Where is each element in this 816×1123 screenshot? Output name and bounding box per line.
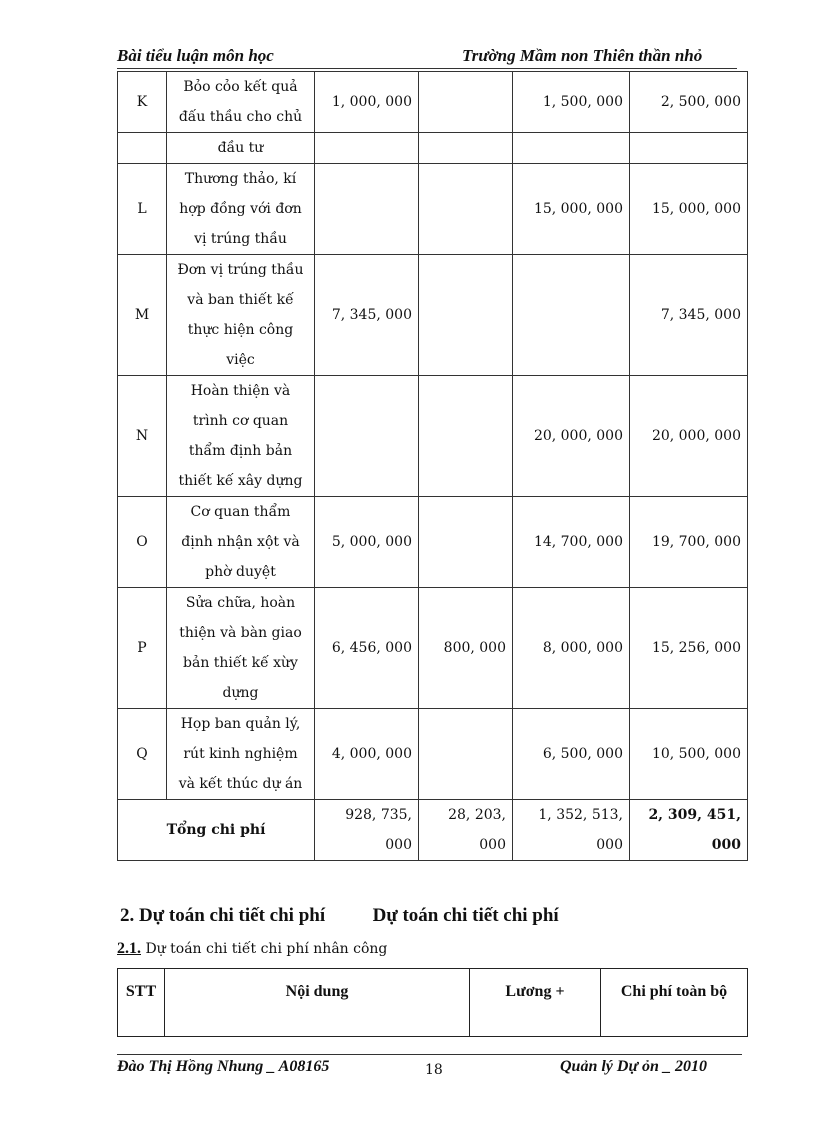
description-line: thiện và bàn giao (179, 625, 302, 641)
row-stt: O (118, 497, 167, 588)
footer-rule (117, 1054, 742, 1055)
table-row (118, 376, 748, 497)
row-value-c4: 19, 700, 000 (630, 497, 748, 588)
row-value-c3: 1, 500, 000 (513, 72, 630, 133)
row-value-c4: 15, 000, 000 (630, 164, 748, 255)
row-value-c1: 4, 000, 000 (315, 709, 419, 800)
footer-course: Quản lý Dự ỏn _ 2010 (560, 1058, 707, 1075)
header-right-title: Trường Mầm non Thiên thần nhỏ (462, 46, 703, 65)
row-stt: Q (118, 709, 167, 800)
description-line: rút kinh nghiệm (183, 746, 298, 762)
description-line: thẩm định bản (188, 443, 293, 459)
description-line: Đơn vị trúng thầu (177, 262, 304, 278)
description-line: đấu thầu cho chủ (178, 109, 303, 125)
row-description (167, 72, 315, 133)
header-total-cost: Chi phí toàn bộ (601, 969, 748, 1037)
table-row (118, 497, 748, 588)
description-line: và kết thúc dự án (178, 776, 303, 792)
row-value-c2: 800, 000 (419, 588, 513, 709)
total-label: Tổng chi phí (118, 800, 315, 861)
section-title (120, 905, 559, 927)
header-content: Nội dung (165, 969, 470, 1037)
description-line: Hoàn thiện và (190, 383, 291, 399)
description-line: và ban thiết kế (187, 292, 294, 308)
table-row (118, 72, 748, 133)
total-value-line: 000 (479, 837, 506, 853)
total-value-line: 000 (385, 837, 412, 853)
header-rule (117, 68, 737, 69)
total-row (118, 800, 748, 861)
table-row (118, 164, 748, 255)
description-line: định nhận xột và (181, 534, 300, 550)
total-value-c1 (315, 800, 419, 861)
row-description (167, 709, 315, 800)
row-value-c3 (513, 255, 630, 376)
total-value-line: 1, 352, 513, (538, 807, 623, 823)
row-value-c4: 7, 345, 000 (630, 255, 748, 376)
table-row (118, 709, 748, 800)
row-description (167, 376, 315, 497)
row-value-c3: 15, 000, 000 (513, 164, 630, 255)
description-line: Sửa chữa, hoàn (185, 595, 296, 611)
row-description (167, 255, 315, 376)
row-value-c1: 5, 000, 000 (315, 497, 419, 588)
total-value-line: 000 (596, 837, 623, 853)
row-stt: L (118, 164, 167, 255)
description-line: Bỏo cỏo kết quả (183, 79, 298, 95)
header-left-title: Bài tiểu luận môn học (117, 46, 274, 65)
total-value-line: 28, 203, (448, 807, 506, 823)
footer-author: Đào Thị Hồng Nhung _ A08165 (117, 1058, 330, 1075)
section-title-main: 2. Dự toán chi tiết chi phí (120, 905, 326, 926)
total-value-line: 928, 735, (345, 807, 412, 823)
row-value-c4: 20, 000, 000 (630, 376, 748, 497)
row-stt (118, 133, 167, 164)
row-value-c2 (419, 376, 513, 497)
description-line: việc (226, 352, 255, 368)
row-description (167, 133, 315, 164)
header-salary: Lương + (470, 969, 601, 1037)
total-value-c2 (419, 800, 513, 861)
description-line: Cơ quan thẩm (190, 504, 291, 520)
row-value-c2 (419, 72, 513, 133)
description-line: dựng (222, 685, 259, 701)
description-line: trình cơ quan (192, 413, 289, 429)
row-stt: P (118, 588, 167, 709)
row-value-c2 (419, 497, 513, 588)
total-value-c3 (513, 800, 630, 861)
row-stt: M (118, 255, 167, 376)
row-value-c1: 6, 456, 000 (315, 588, 419, 709)
description-line: vị trúng thầu (194, 231, 287, 247)
row-value-c2 (419, 709, 513, 800)
table-row (118, 133, 748, 164)
row-stt: N (118, 376, 167, 497)
labor-table-header-row (118, 969, 748, 1037)
row-value-c1 (315, 164, 419, 255)
row-description (167, 497, 315, 588)
row-value-c2 (419, 255, 513, 376)
total-value-c4 (630, 800, 748, 861)
subsection-number: 2.1. (117, 940, 141, 957)
table-row (118, 255, 748, 376)
cost-table (117, 71, 748, 861)
row-description (167, 164, 315, 255)
row-value-c2 (419, 164, 513, 255)
description-line: thiết kế xây dựng (178, 473, 303, 489)
row-value-c1 (315, 133, 419, 164)
row-value-c3: 6, 500, 000 (513, 709, 630, 800)
labor-table (117, 968, 748, 1037)
row-value-c3: 20, 000, 000 (513, 376, 630, 497)
page-number: 18 (425, 1062, 443, 1078)
table-row (118, 588, 748, 709)
description-line: phờ duyệt (205, 564, 276, 580)
subsection-title (117, 940, 387, 958)
total-value-line: 000 (711, 837, 741, 853)
row-stt: K (118, 72, 167, 133)
subsection-text: Dự toán chi tiết chi phí nhân công (141, 941, 388, 957)
row-description (167, 588, 315, 709)
total-value-line: 2, 309, 451, (648, 807, 741, 823)
row-value-c3: 8, 000, 000 (513, 588, 630, 709)
description-line: bản thiết kế xừy (183, 655, 298, 671)
description-line: Thương thảo, kí (184, 171, 297, 187)
row-value-c3: 14, 700, 000 (513, 497, 630, 588)
row-value-c4: 2, 500, 000 (630, 72, 748, 133)
row-value-c2 (419, 133, 513, 164)
row-value-c4: 15, 256, 000 (630, 588, 748, 709)
section-title-duplicate: Dự toán chi tiết chi phí (372, 905, 559, 926)
row-value-c1: 7, 345, 000 (315, 255, 419, 376)
row-value-c1 (315, 376, 419, 497)
header-stt: STT (118, 969, 165, 1037)
description-line: đầu tư (217, 140, 264, 156)
row-value-c3 (513, 133, 630, 164)
description-line: Họp ban quản lý, (180, 716, 301, 732)
description-line: hợp đồng với đơn (179, 201, 302, 217)
description-line: thực hiện công (187, 322, 294, 338)
row-value-c4 (630, 133, 748, 164)
row-value-c4: 10, 500, 000 (630, 709, 748, 800)
row-value-c1: 1, 000, 000 (315, 72, 419, 133)
